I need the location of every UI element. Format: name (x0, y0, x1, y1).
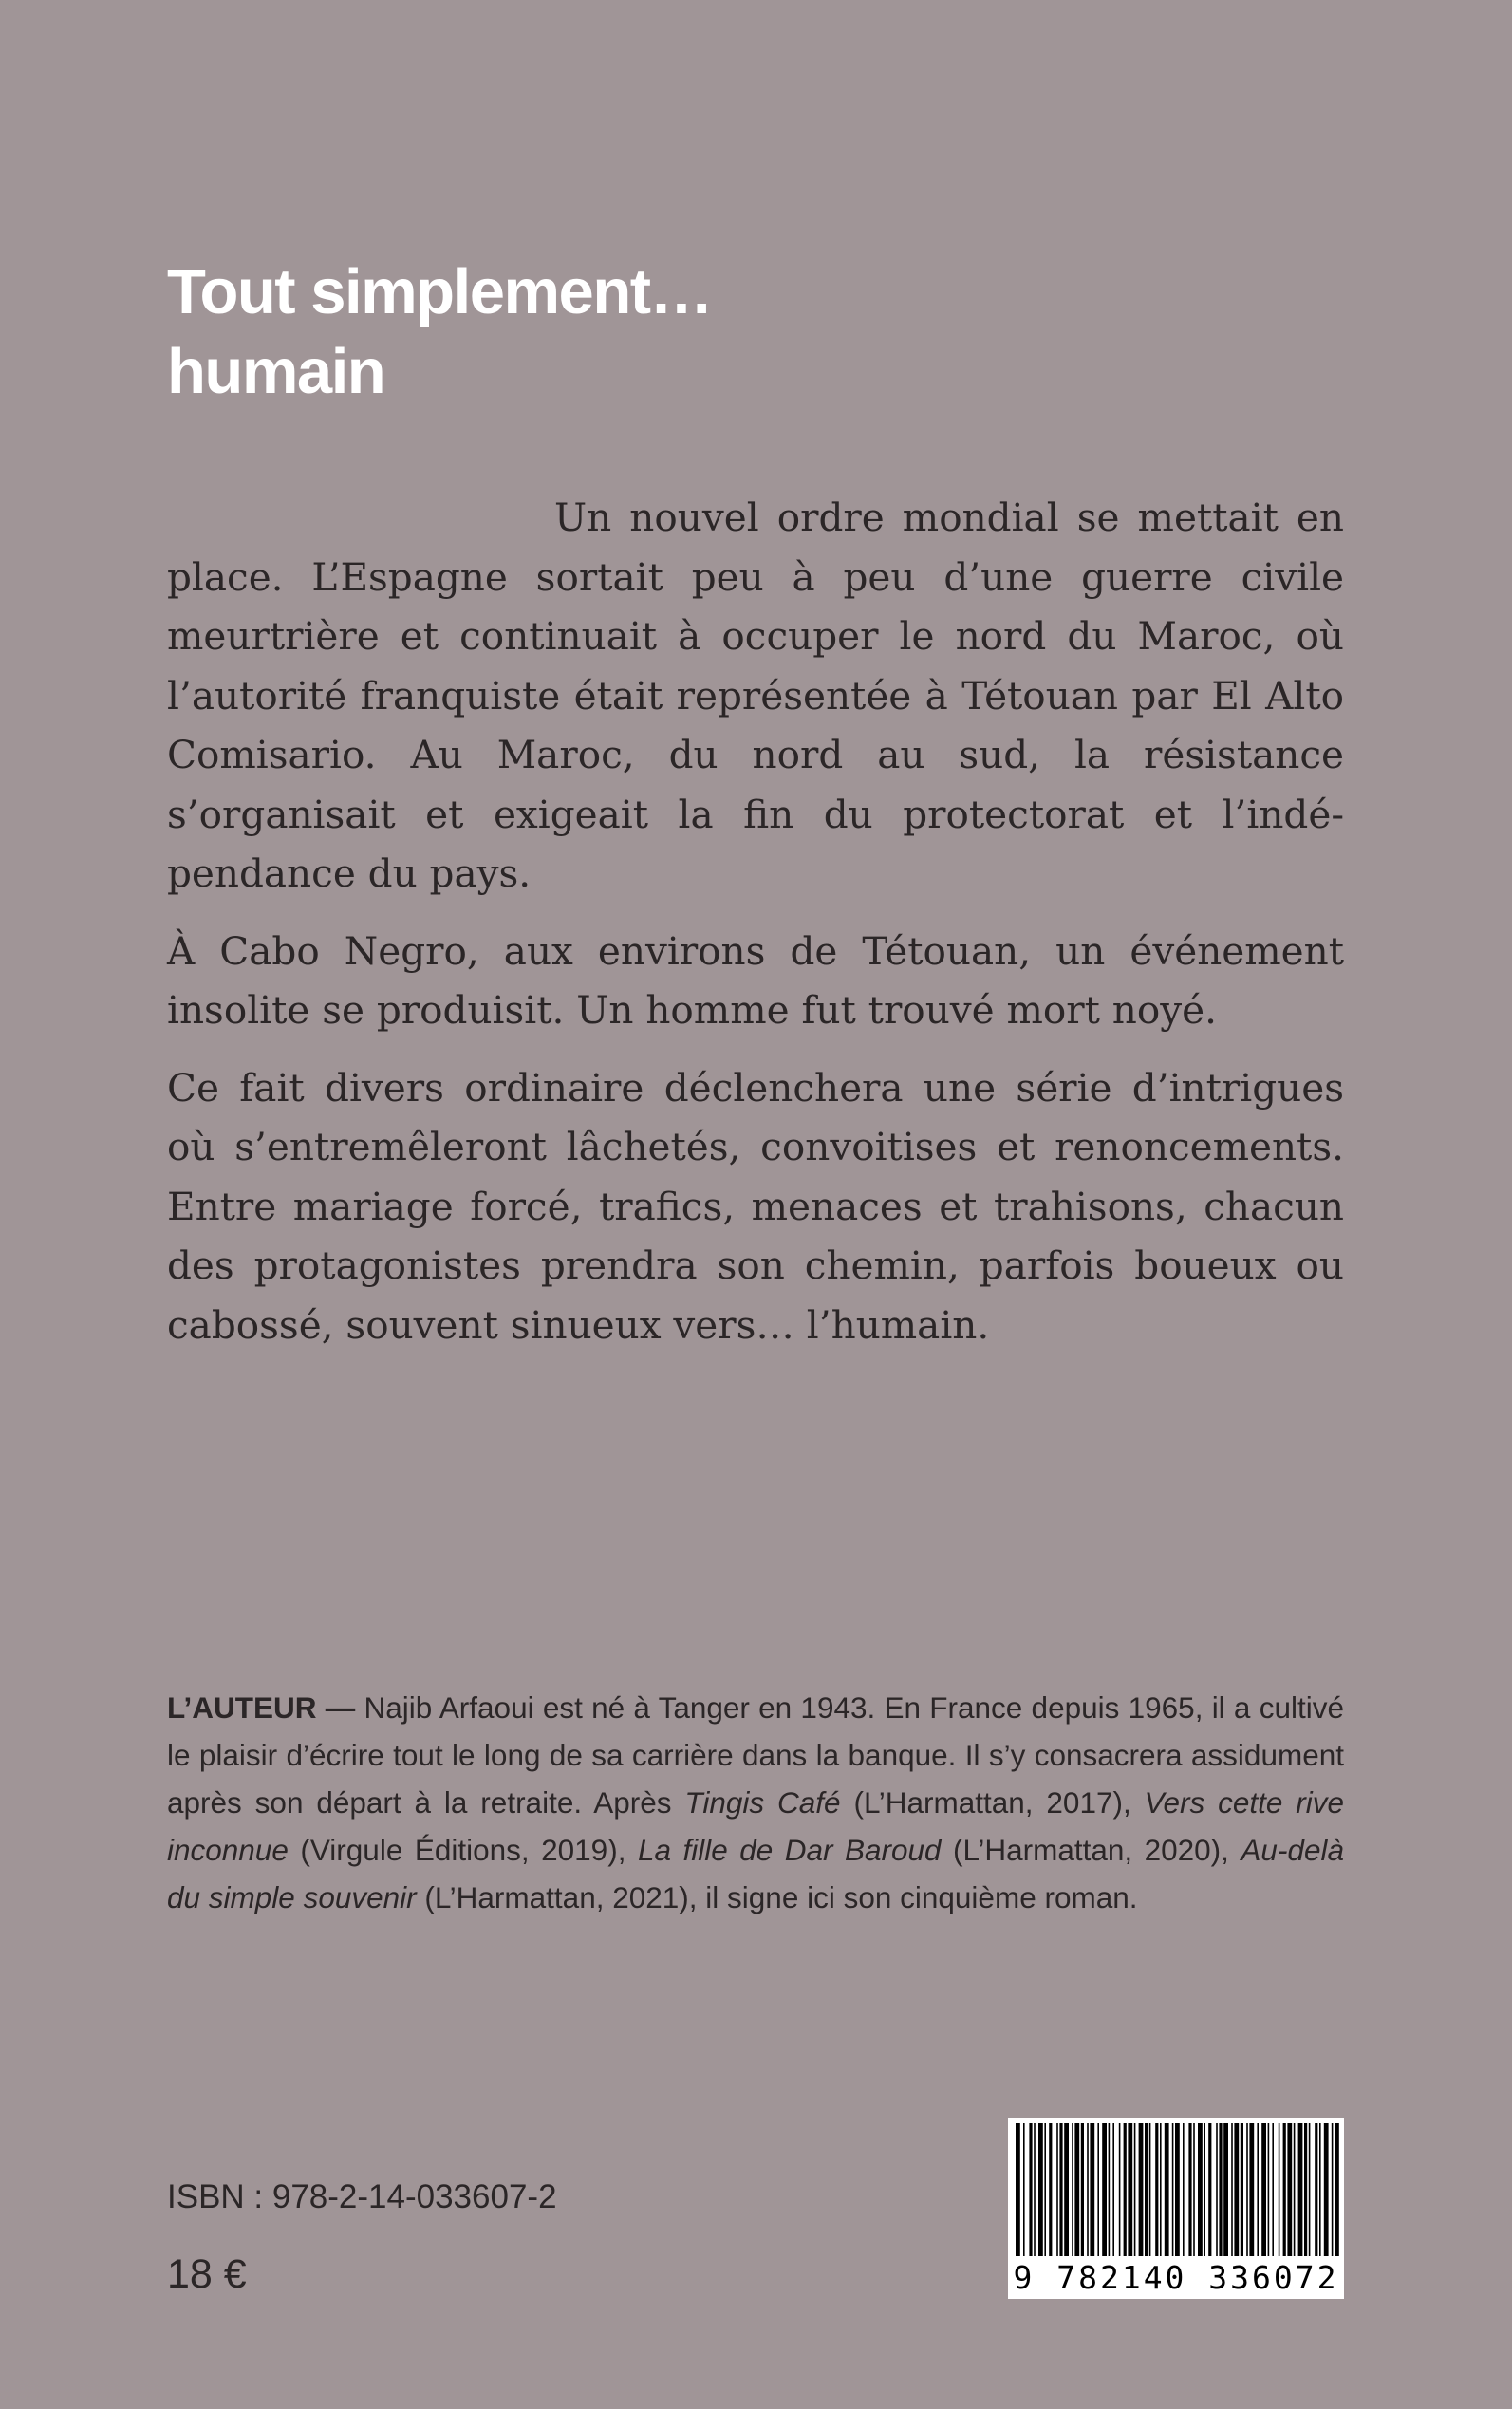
barcode-bar (1246, 2123, 1248, 2256)
barcode-bar (1134, 2123, 1136, 2256)
title-line-1: Tout simplement… (167, 256, 713, 327)
barcode-bar (1268, 2123, 1270, 2256)
barcode-bar (1155, 2123, 1158, 2256)
barcode-bar (1335, 2123, 1339, 2256)
barcode-bar (1038, 2123, 1043, 2256)
barcode-bar (1044, 2123, 1046, 2256)
barcode-bar (1059, 2123, 1062, 2256)
barcode-bar (1272, 2123, 1274, 2256)
barcode-bar (1087, 2123, 1089, 2256)
barcode-bar (1102, 2123, 1107, 2256)
barcode-bar (1283, 2123, 1286, 2256)
blurb (167, 488, 1344, 1373)
author-text-4: (L’Harmattan, 2020), (941, 1833, 1241, 1867)
barcode-bar (1081, 2123, 1084, 2256)
barcode-bar (1216, 2123, 1218, 2256)
barcode-bar (1304, 2123, 1307, 2256)
barcode-bar (1056, 2123, 1058, 2256)
barcode-bar (1234, 2123, 1239, 2256)
barcode-bar (1119, 2123, 1121, 2256)
barcode-bar (1090, 2123, 1094, 2256)
barcode-bar (1160, 2123, 1162, 2256)
barcode-bar (1188, 2123, 1191, 2256)
blurb-paragraph-3: Ce fait divers ordinaire déclenchera une série d’intrigues où s’entremêleront lâchetés, convoitises et renoncements. Entre mariage forcé, trafics, menaces et trahisons, chacun des protagonistes prendra son chemin, parfois boueux ou cabossé, souvent sinueux vers… l’humain. (167, 1064, 1344, 1348)
book-title-1: Tingis Café (684, 1785, 841, 1820)
author-text-1: Najib Arfaoui est né à Tanger en 1943. En France depuis 1965, il a cultivé le plaisir d’écrire tout le long de sa carrière dans la banque. Il s’y consacrera assidument après son départ à la retraite. Après (167, 1690, 1344, 1820)
barcode-bar (1183, 2123, 1185, 2256)
barcode-bar (1029, 2123, 1032, 2256)
barcode-bar (1198, 2123, 1203, 2256)
barcode-bar (1261, 2123, 1266, 2256)
barcode-bar (1298, 2123, 1303, 2256)
barcode-bar (1193, 2123, 1195, 2256)
book-title (167, 252, 712, 412)
barcode-bar (1294, 2123, 1296, 2256)
barcode-bar (1049, 2123, 1052, 2256)
barcode-bar (1231, 2123, 1233, 2256)
barcode-bar (1128, 2123, 1132, 2256)
barcode-bar (1223, 2123, 1228, 2256)
barcode-bar (1074, 2123, 1079, 2256)
barcode-bar (1332, 2123, 1334, 2256)
isbn: ISBN : 978-2-14-033607-2 (167, 2178, 557, 2215)
barcode-bar (1097, 2123, 1099, 2256)
barcode-bar (1319, 2123, 1321, 2256)
barcode-bar (1109, 2123, 1111, 2256)
author-label: L’AUTEUR — (167, 1690, 356, 1725)
barcode-bar (1249, 2123, 1254, 2256)
author-text-3: (Virgule Éditions, 2019), (288, 1833, 638, 1867)
barcode-bar (1208, 2123, 1211, 2256)
barcode-bar (1172, 2123, 1174, 2256)
barcode-bar (1219, 2123, 1222, 2256)
barcode-bar (1257, 2123, 1259, 2256)
barcode-bar (1241, 2123, 1243, 2256)
barcode-bar (1175, 2123, 1180, 2256)
barcode-bar (1315, 2123, 1317, 2256)
book-title-3: La fille de Dar Baroud (637, 1833, 942, 1867)
blurb-paragraph-1: Un nouvel ordre mondial se mettait en place. L’Espagne sortait peu à peu d’une guerre civile meurtrière et continuait à occuper le nord du Maroc, où l’autorité franquiste était représentée à Tétouan par El Alto Comisario. Au Maroc, du nord au sud, la résistance s’organisait et exigeait la fin du protectorat et l’indépendance du pays. (167, 495, 1344, 896)
barcode (1008, 2118, 1344, 2299)
barcode-bar (1165, 2123, 1169, 2256)
barcode-bar (1145, 2123, 1148, 2256)
author-bio (167, 1684, 1344, 1921)
barcode-bar (1149, 2123, 1151, 2256)
barcode-bar (1016, 2123, 1020, 2256)
barcode-bar (1287, 2123, 1292, 2256)
barcode-bar (1034, 2123, 1036, 2256)
book-title-2: Vers cette rive inconnue (167, 1785, 1345, 1867)
author-text-5: (L’Harmattan, 2021), il signe ici son cinquième roman. (416, 1880, 1138, 1914)
barcode-bar (1279, 2123, 1280, 2256)
barcode-bar (1124, 2123, 1127, 2256)
price: 18 € (167, 2251, 247, 2297)
barcode-bar (1072, 2123, 1073, 2256)
title-line-2: humain (167, 336, 385, 407)
book-title-4: Au-delà du simple souvenir (167, 1833, 1344, 1914)
barcode-bar (1139, 2123, 1144, 2256)
barcode-bar (1112, 2123, 1114, 2256)
barcode-bar (1023, 2123, 1025, 2256)
barcode-bar (1309, 2123, 1311, 2256)
blurb-paragraph-2: À Cabo Negro, aux environs de Tétouan, un événement insolite se produisit. Un homme fut trouvé mort noyé. (167, 927, 1344, 1033)
author-text-2: (L’Harmattan, 2017), (840, 1785, 1145, 1820)
barcode-digits: 9 782140 336072 (1013, 2259, 1339, 2296)
barcode-bar (1064, 2123, 1069, 2256)
barcode-bar (1324, 2123, 1329, 2256)
barcode-bar (1204, 2123, 1205, 2256)
